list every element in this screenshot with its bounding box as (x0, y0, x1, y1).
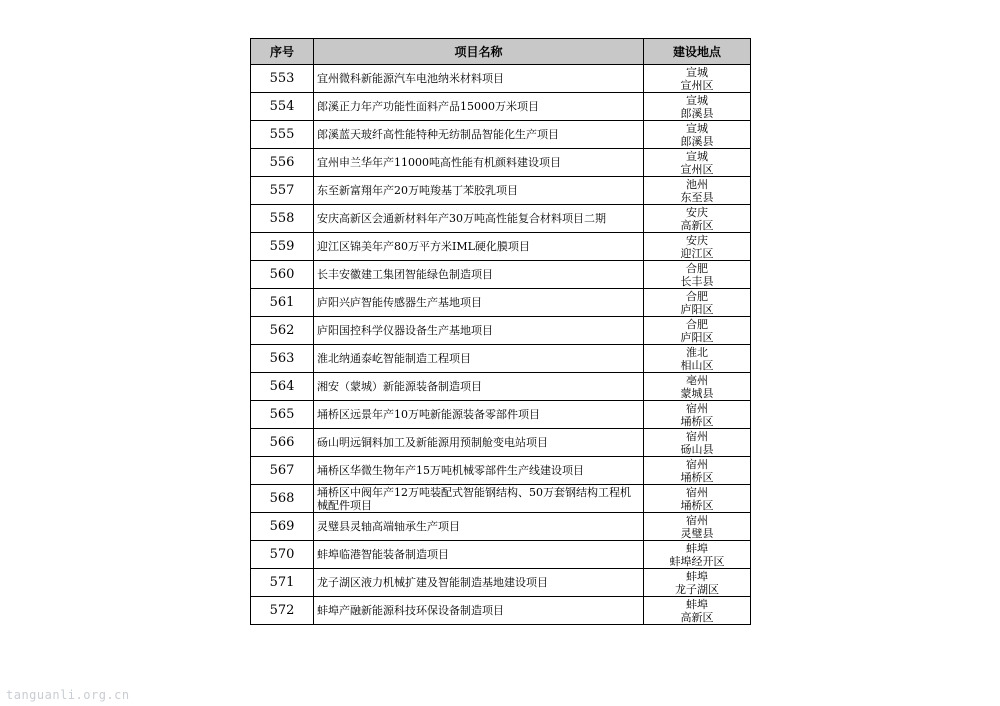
location-cell (644, 149, 751, 177)
location-district: 郎溪县 (680, 134, 714, 148)
location-district: 高新区 (680, 610, 714, 624)
table-row (251, 93, 751, 121)
table-row (251, 597, 751, 625)
location-cell (644, 317, 751, 345)
project-name-cell: 龙子湖区液力机械扩建及智能制造基地建设项目 (314, 569, 644, 597)
project-name-cell: 埇桥区华微生物年产15万吨机械零部件生产线建设项目 (314, 457, 644, 485)
table-row (251, 373, 751, 401)
location-cell (644, 93, 751, 121)
table-row (251, 149, 751, 177)
location-city: 宿州 (686, 429, 708, 443)
serial-number-cell: 567 (251, 457, 314, 485)
project-name-cell: 埇桥区远景年产10万吨新能源装备零部件项目 (314, 401, 644, 429)
serial-number-cell: 554 (251, 93, 314, 121)
serial-number-cell: 569 (251, 513, 314, 541)
serial-number-cell: 556 (251, 149, 314, 177)
project-name-cell: 郎溪正力年产功能性面料产品15000万米项目 (314, 93, 644, 121)
table-row (251, 317, 751, 345)
header-project-name: 项目名称 (314, 39, 644, 65)
table-row (251, 65, 751, 93)
location-cell (644, 65, 751, 93)
project-table (250, 38, 751, 625)
location-city: 合肥 (686, 317, 708, 331)
project-name-cell: 蚌埠临港智能装备制造项目 (314, 541, 644, 569)
location-city: 宿州 (686, 401, 708, 415)
table-row (251, 513, 751, 541)
table-row (251, 401, 751, 429)
location-city: 宣城 (686, 65, 708, 79)
serial-number-cell: 571 (251, 569, 314, 597)
table-row (251, 289, 751, 317)
location-district: 宣州区 (680, 78, 714, 92)
serial-number-cell: 566 (251, 429, 314, 457)
serial-number-cell: 564 (251, 373, 314, 401)
location-district: 高新区 (680, 218, 714, 232)
table-row (251, 457, 751, 485)
location-district: 东至县 (680, 190, 714, 204)
location-city: 蚌埠 (686, 541, 708, 555)
table-row (251, 205, 751, 233)
location-city: 池州 (686, 177, 708, 191)
location-district: 埇桥区 (680, 498, 714, 512)
header-row (251, 39, 751, 65)
table-row (251, 177, 751, 205)
serial-number-cell: 570 (251, 541, 314, 569)
location-cell (644, 233, 751, 261)
location-district: 砀山县 (680, 442, 714, 456)
watermark-text: tanguanli.org.cn (6, 688, 130, 702)
location-cell (644, 597, 751, 625)
location-cell (644, 485, 751, 513)
table-row (251, 345, 751, 373)
serial-number-cell: 565 (251, 401, 314, 429)
table-header (251, 39, 751, 65)
location-cell (644, 457, 751, 485)
location-city: 蚌埠 (686, 597, 708, 611)
serial-number-cell: 553 (251, 65, 314, 93)
serial-number-cell: 557 (251, 177, 314, 205)
project-name-cell: 埇桥区中阀年产12万吨装配式智能钢结构、50万套钢结构工程机械配件项目 (314, 485, 644, 513)
location-city: 宣城 (686, 93, 708, 107)
serial-number-cell: 555 (251, 121, 314, 149)
location-cell (644, 205, 751, 233)
project-name-cell: 长丰安徽建工集团智能绿色制造项目 (314, 261, 644, 289)
header-location: 建设地点 (644, 39, 751, 65)
location-cell (644, 569, 751, 597)
location-district: 郎溪县 (680, 106, 714, 120)
project-name-cell: 庐阳国控科学仪器设备生产基地项目 (314, 317, 644, 345)
location-city: 安庆 (686, 233, 708, 247)
table-row (251, 233, 751, 261)
location-cell (644, 289, 751, 317)
serial-number-cell: 561 (251, 289, 314, 317)
table-body (251, 65, 751, 625)
serial-number-cell: 560 (251, 261, 314, 289)
serial-number-cell: 568 (251, 485, 314, 513)
location-district: 庐阳区 (680, 330, 714, 344)
location-city: 宣城 (686, 121, 708, 135)
project-name-cell: 安庆高新区会通新材料年产30万吨高性能复合材料项目二期 (314, 205, 644, 233)
serial-number-cell: 558 (251, 205, 314, 233)
project-name-cell: 迎江区锦美年产80万平方米IML硬化膜项目 (314, 233, 644, 261)
location-city: 蚌埠 (686, 569, 708, 583)
location-district: 蚌埠经开区 (669, 554, 725, 568)
location-cell (644, 261, 751, 289)
table-row (251, 121, 751, 149)
table-row (251, 569, 751, 597)
location-cell (644, 373, 751, 401)
location-city: 淮北 (686, 345, 708, 359)
project-name-cell: 庐阳兴庐智能传感器生产基地项目 (314, 289, 644, 317)
location-city: 安庆 (686, 205, 708, 219)
location-city: 合肥 (686, 261, 708, 275)
location-cell (644, 345, 751, 373)
location-district: 庐阳区 (680, 302, 714, 316)
location-district: 埇桥区 (680, 414, 714, 428)
project-name-cell: 砀山明远铜料加工及新能源用预制舱变电站项目 (314, 429, 644, 457)
location-cell (644, 541, 751, 569)
project-name-cell: 淮北纳通泰屹智能制造工程项目 (314, 345, 644, 373)
serial-number-cell: 572 (251, 597, 314, 625)
project-name-cell: 湘安（蒙城）新能源装备制造项目 (314, 373, 644, 401)
location-district: 蒙城县 (680, 386, 714, 400)
project-name-cell: 东至新富翔年产20万吨羧基丁苯胶乳项目 (314, 177, 644, 205)
location-cell (644, 121, 751, 149)
location-district: 迎江区 (680, 246, 714, 260)
location-district: 长丰县 (680, 274, 714, 288)
table-row (251, 429, 751, 457)
location-city: 合肥 (686, 289, 708, 303)
location-city: 宣城 (686, 149, 708, 163)
serial-number-cell: 559 (251, 233, 314, 261)
table-row (251, 261, 751, 289)
project-name-cell: 宜州微科新能源汽车电池纳米材料项目 (314, 65, 644, 93)
location-city: 宿州 (686, 457, 708, 471)
location-city: 亳州 (686, 373, 708, 387)
location-cell (644, 401, 751, 429)
location-cell (644, 177, 751, 205)
serial-number-cell: 562 (251, 317, 314, 345)
location-cell (644, 513, 751, 541)
table-row (251, 485, 751, 513)
project-name-cell: 郎溪蓝天玻纤高性能特种无纺制品智能化生产项目 (314, 121, 644, 149)
location-city: 宿州 (686, 513, 708, 527)
location-district: 龙子湖区 (675, 582, 719, 596)
location-district: 灵璧县 (680, 526, 714, 540)
project-name-cell: 宜州申兰华年产11000吨高性能有机颜料建设项目 (314, 149, 644, 177)
location-district: 相山区 (680, 358, 714, 372)
serial-number-cell: 563 (251, 345, 314, 373)
table-row (251, 541, 751, 569)
header-serial-number: 序号 (251, 39, 314, 65)
location-cell (644, 429, 751, 457)
location-city: 宿州 (686, 485, 708, 499)
project-table-container (250, 38, 750, 625)
location-district: 宣州区 (680, 162, 714, 176)
location-district: 埇桥区 (680, 470, 714, 484)
project-name-cell: 蚌埠产融新能源科技环保设备制造项目 (314, 597, 644, 625)
project-name-cell: 灵璧县灵轴高端轴承生产项目 (314, 513, 644, 541)
